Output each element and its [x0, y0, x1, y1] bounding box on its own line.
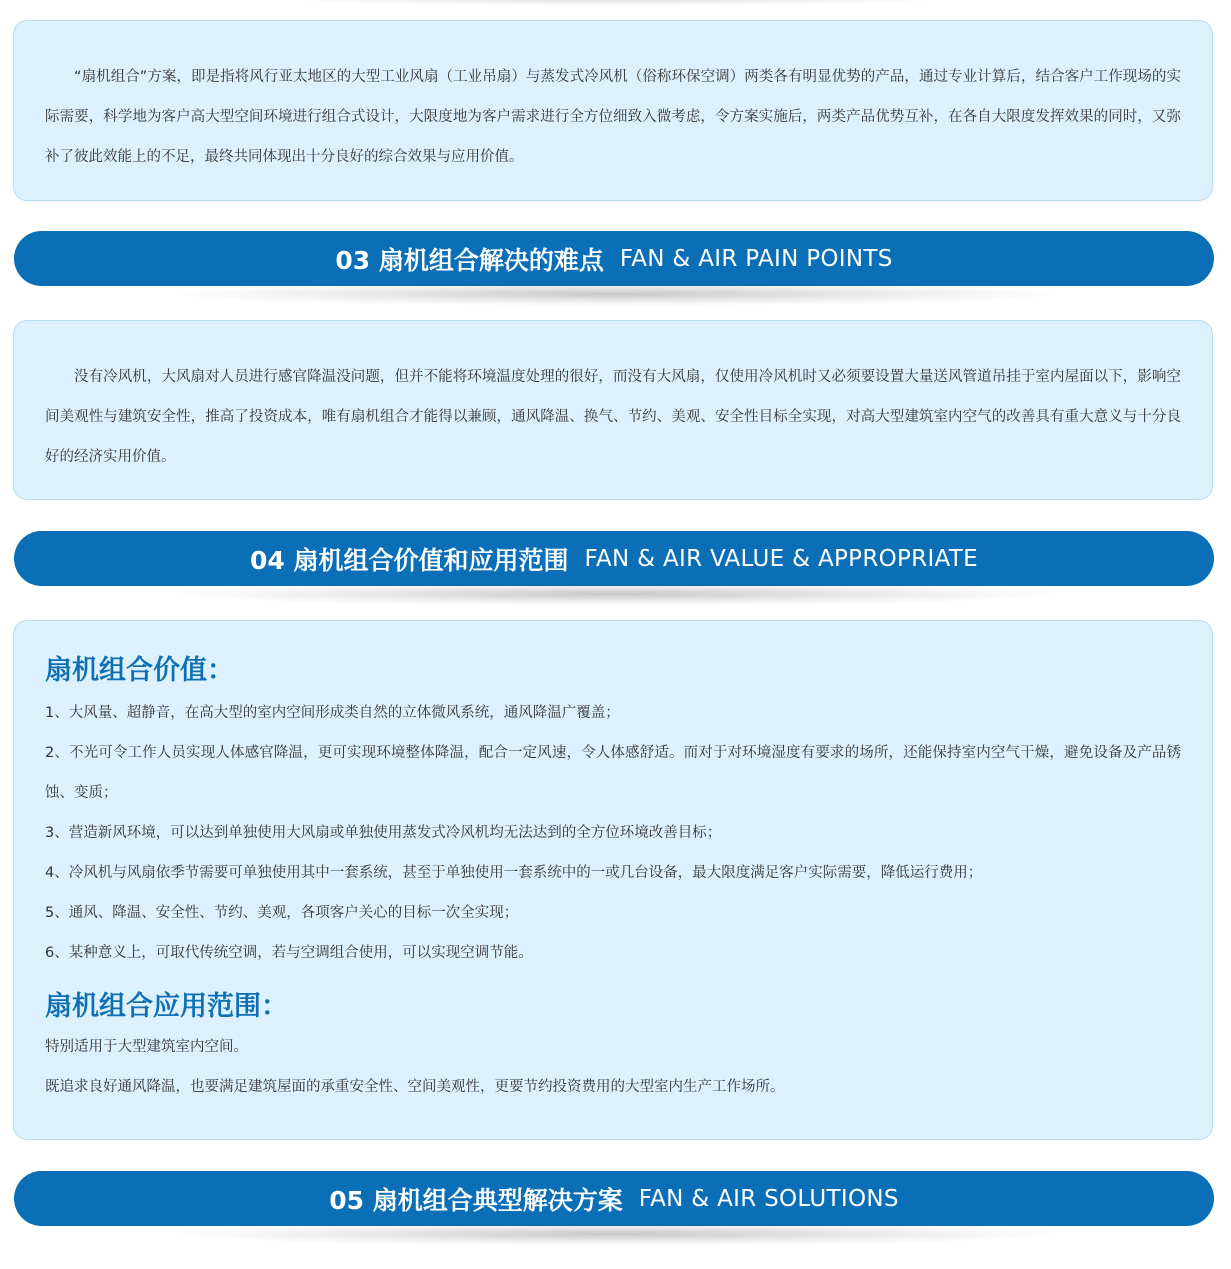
section-05-banner: [14, 1171, 1214, 1226]
scope-list: [45, 1029, 1181, 1109]
section-05-title-zh: 05 扇机组合典型解决方案: [329, 1185, 623, 1215]
scope-item: 特别适用于大型建筑室内空间。: [45, 1039, 248, 1055]
top-banner-shadow: [240, 0, 990, 6]
section-03-banner: [14, 231, 1214, 286]
scope-item: 既追求良好通风降温，也要满足建筑屋面的承重安全性、空间美观性，更要节约投资费用的大型室内生产工作场所。: [45, 1079, 785, 1095]
section-04-title-en: FAN & AIR VALUE & APPROPRIATE: [584, 545, 978, 572]
value-item: 1、大风量、超静音，在高大型的室内空间形成类自然的立体微风系统，通风降温广覆盖；: [45, 705, 620, 721]
value-item: 6、某种意义上，可取代传统空调，若与空调组合使用，可以实现空调节能。: [45, 945, 533, 961]
intro-panel: [13, 20, 1213, 201]
section-04-banner: [14, 531, 1214, 586]
section-03-banner-shadow: [160, 282, 1070, 306]
section-05-title-en: FAN & AIR SOLUTIONS: [638, 1185, 899, 1212]
value-item: 3、营造新风环境，可以达到单独使用大风扇或单独使用蒸发式冷风机均无法达到的全方位环境改善目标；: [45, 825, 722, 841]
section-03-title-en: FAN & AIR PAIN POINTS: [619, 245, 893, 272]
pain-points-panel: [13, 320, 1213, 500]
section-03-title-zh: 03 扇机组合解决的难点: [335, 245, 604, 275]
section-04-banner-shadow: [160, 582, 1070, 606]
value-item: 5、通风、降温、安全性、节约、美观，各项客户关心的目标一次全实现；: [45, 905, 519, 921]
value-heading: 扇机组合价值：: [45, 655, 234, 686]
scope-heading: 扇机组合应用范围：: [45, 991, 288, 1022]
intro-paragraph: “扇机组合”方案，即是指将风行亚太地区的大型工业风扇（工业吊扇）与蒸发式冷风机（俗称环保空调）两类各有明显优势的产品，通过专业计算后，结合客户工作现场的实际需要，科学地为客户高大型空间环境进行组合式设计，大限度地为客户需求进行全方位细致入微考虑，令方案实施后，两类产品优势互补，在各自大限度发挥效果的同时，又弥补了彼此效能上的不足，最终共同体现出十分良好的综合效果与应用价值。: [45, 69, 1181, 165]
value-item: 4、冷风机与风扇依季节需要可单独使用其中一套系统，甚至于单独使用一套系统中的一或几台设备，最大限度满足客户实际需要，降低运行费用；: [45, 865, 983, 881]
pain-points-paragraph: 没有冷风机，大风扇对人员进行感官降温没问题，但并不能将环境温度处理的很好，而没有大风扇，仅使用冷风机时又必须要设置大量送风管道吊挂于室内屋面以下，影响空间美观性与建筑安全性，推高了投资成本，唯有扇机组合才能得以兼顾，通风降温、换气、节约、美观、安全性目标全实现，对高大型建筑室内空气的改善具有重大意义与十分良好的经济实用价值。: [45, 369, 1181, 465]
value-scope-panel: [13, 620, 1213, 1140]
section-05-banner-shadow: [160, 1222, 1070, 1246]
value-list: [45, 693, 1181, 973]
value-item: 2、不光可令工作人员实现人体感官降温，更可实现环境整体降温，配合一定风速，令人体感舒适。而对于对环境湿度有要求的场所，还能保持室内空气干燥，避免设备及产品锈蚀、变质；: [45, 745, 1181, 801]
section-04-title-zh: 04 扇机组合价值和应用范围: [250, 545, 569, 575]
